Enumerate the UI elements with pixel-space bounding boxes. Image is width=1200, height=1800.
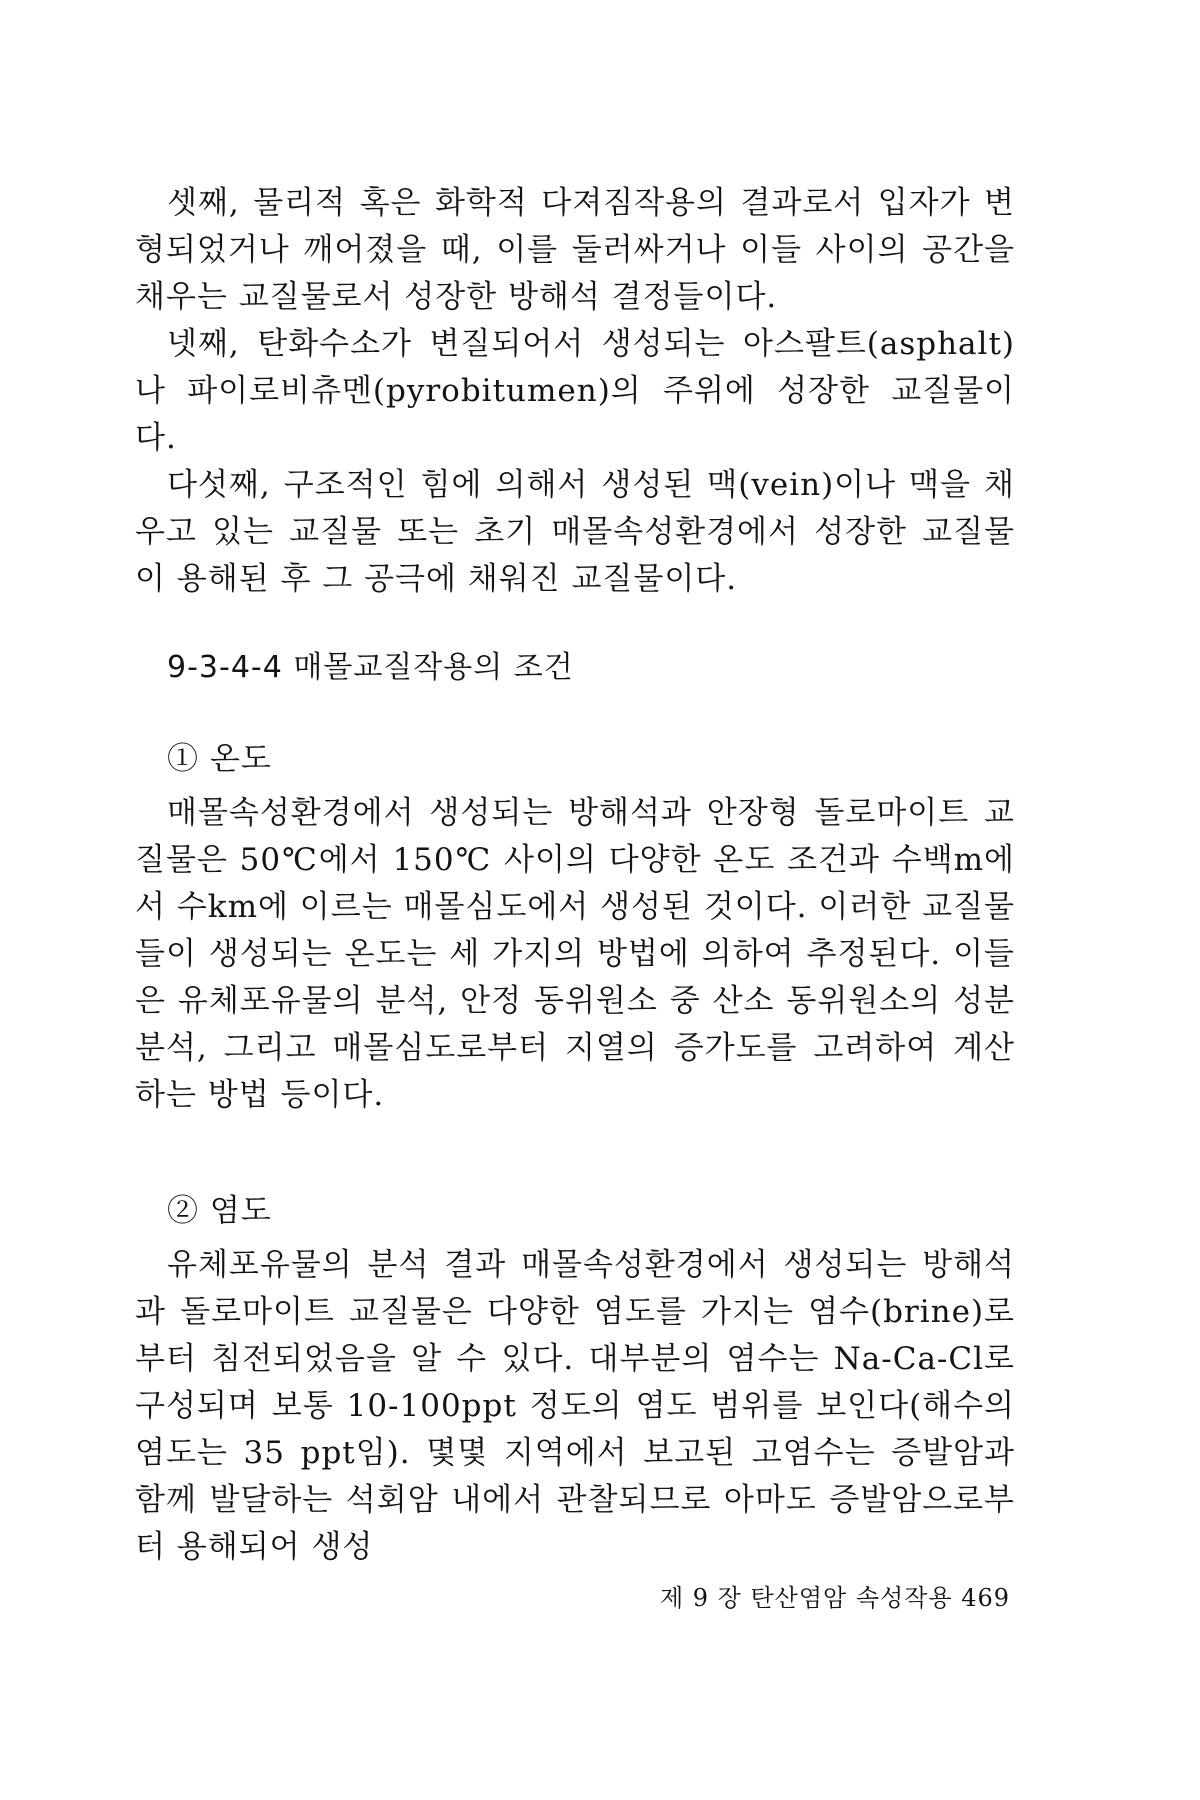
section-heading: 9-3-4-4 매몰교질작용의 조건: [167, 650, 574, 685]
paragraph-fourth: 넷째, 탄화수소가 변질되어서 생성되는 아스팔트(asphalt)나 파이로비츄멘(pyrobitumen)의 주위에 성장한 교질물이다.: [135, 326, 1015, 456]
paragraph-fifth: 다섯째, 구조적인 힘에 의해서 생성된 맥(vein)이나 맥을 채우고 있는 교질물 또는 초기 매몰속성환경에서 성장한 교질물이 용해된 후 그 공극에 채워진 교질물이다.: [135, 467, 1015, 597]
salinity-subheading: ② 염도: [167, 1193, 272, 1229]
temperature-subheading: ① 온도: [167, 741, 272, 777]
paragraph-third: 셋째, 물리적 혹은 화학적 다져짐작용의 결과로서 입자가 변형되었거나 깨어졌을 때, 이를 둘러싸거나 이들 사이의 공간을 채우는 교질물로서 성장한 방해석 결정들이다.: [135, 185, 1015, 315]
salinity-paragraph: 유체포유물의 분석 결과 매몰속성환경에서 생성되는 방해석과 돌로마이트 교질물은 다양한 염도를 가지는 염수(brine)로부터 침전되었음을 알 수 있다. 대부분의 염수는 Na-Ca-Cl로 구성되며 보통 10-100ppt 정도의 염도 범위를 보인다(해수의 염도는 35 ppt임). 몇몇 지역에서 보고된 고염수는 증발암과 함께 발달하는 석회암 내에서 관찰되므로 아마도 증발암으로부터 용해되어 생성: [135, 1247, 1015, 1565]
temperature-paragraph: 매몰속성환경에서 생성되는 방해석과 안장형 돌로마이트 교질물은 50℃에서 150℃ 사이의 다양한 온도 조건과 수백m에서 수km에 이르는 매몰심도에서 생성된 것이다. 이러한 교질물들이 생성되는 온도는 세 가지의 방법에 의하여 추정된다. 이들은 유체포유물의 분석, 안정 동위원소 중 산소 동위원소의 성분 분석, 그리고 매몰심도로부터 지열의 증가도를 고려하여 계산하는 방법 등이다.: [135, 795, 1015, 1113]
upper-text-block: [135, 180, 1015, 603]
temperature-section: [135, 733, 1015, 1119]
salinity-section: [135, 1185, 1015, 1571]
page-footer: 제 9 장 탄산염암 속성작용 469: [659, 1584, 1010, 1612]
